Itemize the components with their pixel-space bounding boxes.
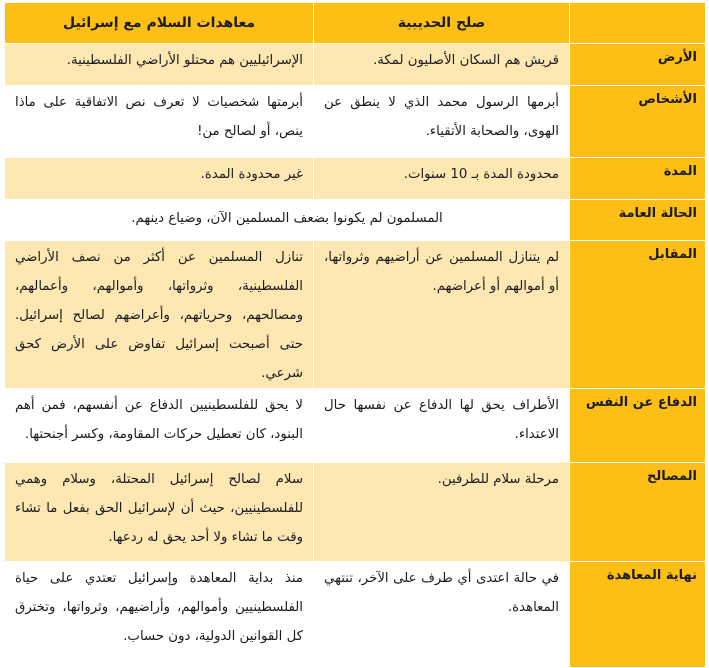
cell-israel-land: الإسرائيليين هم محتلو الأراضي الفلسطينية. (5, 44, 314, 86)
row-label-general-status: الحالة العامة (570, 200, 706, 241)
cell-israel-consideration: تنازل المسلمين عن أكثر من نصف الأراضي الفلسطينية، وثرواتها، وأموالهم، وأعمالهم، ومصالحهم، وحرياتهم، وأعراضهم لصالح إسرائيل. حتى أصبحت إسرائيل تفاوض على الأرض كحق شرعي. (5, 241, 314, 389)
table-row (5, 562, 706, 668)
table-row (5, 389, 706, 463)
header-hudaybiyyah: صلح الحديبية (314, 3, 570, 44)
table-row (5, 44, 706, 86)
header-israel-treaties: معاهدات السلام مع إسرائيل (5, 3, 314, 44)
cell-hudaybiyyah-interests: مرحلة سلام للطرفين. (314, 463, 570, 562)
table-header-row (5, 3, 706, 44)
comparison-table (4, 2, 706, 668)
row-label-persons: الأشخاص (570, 86, 706, 158)
cell-israel-interests: سلام لصالح إسرائيل المحتلة، وسلام وهمي للفلسطينيين، حيث أن لإسرائيل الحق بفعل ما تشاء وقت ما تشاء ولا أحد يحق له ردعها. (5, 463, 314, 562)
cell-hudaybiyyah-treaty-end: في حالة اعتدى أي طرف على الآخر، تنتهي المعاهدة. (314, 562, 570, 668)
cell-hudaybiyyah-consideration: لم يتنازل المسلمين عن أراضيهم وثرواتها، أو أموالهم أو أعراضهم. (314, 241, 570, 389)
cell-hudaybiyyah-duration: محدودة المدة بـ 10 سنوات. (314, 158, 570, 200)
cell-general-status-merged: المسلمون لم يكونوا بضعف المسلمين الآن، وضياع دينهم. (5, 200, 570, 241)
table-row (5, 241, 706, 389)
cell-israel-duration: غير محدودة المدة. (5, 158, 314, 200)
row-label-land: الأرض (570, 44, 706, 86)
cell-hudaybiyyah-persons: أبرمها الرسول محمد الذي لا ينطق عن الهوى، والصحابة الأتقياء. (314, 86, 570, 158)
row-label-interests: المصالح (570, 463, 706, 562)
table-row (5, 200, 706, 241)
table-row (5, 86, 706, 158)
cell-hudaybiyyah-land: قريش هم السكان الأصليون لمكة. (314, 44, 570, 86)
row-label-treaty-end: نهاية المعاهدة (570, 562, 706, 668)
cell-hudaybiyyah-self-defense: الأطراف يحق لها الدفاع عن نفسها حال الاعتداء. (314, 389, 570, 463)
table-row (5, 463, 706, 562)
header-label-cell (570, 3, 706, 44)
row-label-duration: المدة (570, 158, 706, 200)
row-label-consideration: المقابل (570, 241, 706, 389)
cell-israel-self-defense: لا يحق للفلسطينيين الدفاع عن أنفسهم، فمن أهم البنود، كان تعطيل حركات المقاومة، وكسر أجنحتها. (5, 389, 314, 463)
cell-israel-treaty-end: منذ بداية المعاهدة وإسرائيل تعتدي على حياة الفلسطينيين وأموالهم، وأراضيهم، وثرواتها، وتخترق كل القوانين الدولية، دون حساب. (5, 562, 314, 668)
row-label-self-defense: الدفاع عن النفس (570, 389, 706, 463)
table-row (5, 158, 706, 200)
cell-israel-persons: أبرمتها شخصيات لا تعرف نص الاتفاقية على ماذا ينص، أو لصالح من! (5, 86, 314, 158)
